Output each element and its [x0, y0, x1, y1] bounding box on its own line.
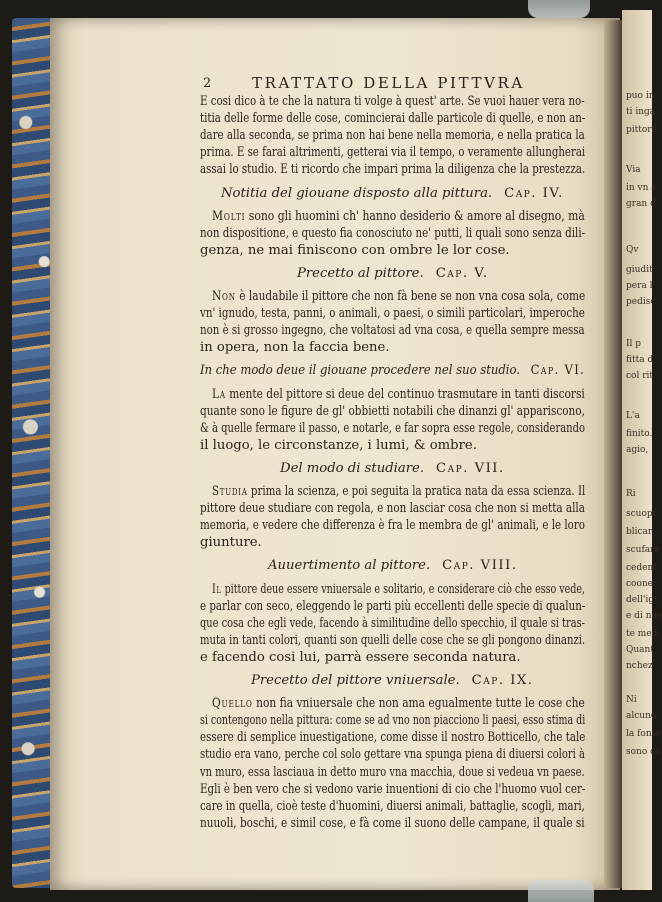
- text-line: [200, 765, 585, 780]
- text-line: [200, 162, 585, 177]
- line-text: e parlar con seco, eleggendo le parti più eccellenti delle specie di qualun-: [200, 598, 586, 614]
- text-line: [200, 421, 585, 436]
- line-text: sono gli huomini ch' hanno desiderio & amore al disegno, mà: [245, 208, 585, 224]
- line-text: pittore deue essere vniuersale e solitario, e considerare ciò che esso vede,: [221, 581, 586, 597]
- line-text: non fia vniuersale che non ama egualmente tutte le cose che: [252, 696, 585, 712]
- chapter-heading: [221, 186, 564, 201]
- chapter-heading: [297, 266, 489, 281]
- line-text: e facendo cosi lui, parrà essere seconda natura.: [200, 649, 521, 665]
- text-line: [200, 633, 585, 648]
- facing-page-fragment: cedent: [626, 563, 657, 573]
- text-line: [200, 323, 585, 338]
- line-text: que cosa che egli vede, facendo à similitudine dello specchio, il quale si tras-: [200, 615, 586, 631]
- chapter-heading: [280, 461, 505, 476]
- facing-page-fragment: alcuno: [626, 711, 657, 721]
- lead-word: Molti: [212, 208, 246, 224]
- text-line: [212, 484, 585, 499]
- text-line: [200, 111, 585, 126]
- facing-page-fragment: puo in: [626, 91, 655, 101]
- line-text: vn' ignudo, testa, panni, o animali, o paesi, o simili particolari, imperoche: [200, 306, 585, 322]
- facing-page-fragment: dell'ig: [626, 595, 654, 605]
- facing-page-fragment: scuopr: [626, 509, 657, 519]
- facing-page-fragment: e di nos: [626, 611, 662, 621]
- facing-page-fragment: Ri: [626, 489, 636, 499]
- facing-page-fragment: finito.: [626, 429, 653, 439]
- text-line: [200, 799, 585, 814]
- text-line: [200, 438, 477, 453]
- line-text: studio era vano, perche col solo gettare vna spunga piena di diuersi colori à: [200, 747, 585, 763]
- chapter-heading: [200, 363, 585, 378]
- text-line: [200, 306, 585, 321]
- text-line: [200, 145, 585, 160]
- text-line: [200, 94, 585, 109]
- line-text: Egli è ben vero che si vedono varie inuentioni di cio che l'huomo vuol cer-: [200, 781, 586, 797]
- chapter-number: Cap. IV.: [504, 185, 564, 201]
- text-line: [200, 501, 585, 516]
- text-line: [200, 782, 585, 797]
- chapter-number: Cap. VII.: [436, 460, 505, 476]
- chapter-title: Notitia del giouane disposto alla pittura.: [221, 185, 493, 201]
- text-line: [200, 340, 390, 355]
- line-text: prima la scienza, e poi seguita la pratica nata da essa scienza. Il: [247, 484, 586, 499]
- chapter-number: Cap. VIII.: [442, 558, 518, 574]
- text-line: [212, 209, 585, 224]
- facing-page-fragment: pittore: [626, 125, 657, 135]
- text-line: [212, 387, 585, 402]
- lead-word: Il: [212, 581, 222, 597]
- line-text: dare alla seconda, se prima non hai bene nella memoria, e nella pratica la: [200, 128, 585, 144]
- line-text: mente del pittore si deue del continuo trasmutare in tanti discorsi: [225, 386, 585, 402]
- line-text: non è si grosso ingegno, che voltatosi ad vna cosa, e quella sempre messa: [200, 323, 585, 339]
- facing-page-fragment: gran d: [626, 199, 656, 209]
- facing-page-fragment: pera l': [626, 281, 655, 291]
- line-text: il luogo, le circonstanze, i lumi, & ombre.: [200, 437, 477, 453]
- line-text: assai lo studio. E ti ricordo che impari prima la diligenza che la prestezza.: [200, 162, 586, 178]
- lead-word: La: [212, 386, 226, 402]
- facing-page-fragment: la fonte: [626, 729, 661, 739]
- chapter-title: Precetto al pittore.: [297, 265, 424, 281]
- text-line: [200, 816, 585, 831]
- facing-page-fragment: scufare: [626, 545, 660, 555]
- lead-word: Studia: [212, 484, 248, 499]
- text-line: [200, 243, 510, 258]
- line-text: in opera, non la faccia bene.: [200, 340, 390, 356]
- line-text: giunture.: [200, 535, 262, 551]
- chapter-title: Precetto del pittore vniuersale.: [251, 673, 460, 688]
- line-text: care in quella, cioè teste d'huomini, diuersi animali, battaglie, scogli, mari,: [200, 798, 585, 814]
- line-text: essere di semplice inuestigatione, come disse il nostro Botticello, che tale: [200, 730, 586, 746]
- facing-page-fragment: fitta d: [626, 355, 654, 365]
- text-line: [200, 650, 521, 665]
- text-line: [200, 226, 585, 241]
- line-text: & à quelle fermare il passo, e notarle, e far sopra esse regole, considerando: [200, 420, 585, 436]
- facing-page-fragment: te med: [626, 629, 658, 639]
- text-line: [212, 696, 585, 711]
- line-text: E cosi dico à te che la natura ti volge à quest' arte. Se vuoi hauer vera no-: [200, 94, 585, 109]
- line-text: non dispositione, e questo fia conosciuto ne' putti, li quali sono senza dili-: [200, 225, 586, 241]
- facing-page-fragment: pedisc: [626, 297, 656, 307]
- facing-page-fragment: giudit: [626, 265, 653, 275]
- line-text: prima. E se farai altrimenti, getterai via il tempo, o veramente allungherai: [200, 145, 586, 161]
- text-line: [212, 582, 585, 597]
- facing-page-fragment: Il p: [626, 339, 642, 349]
- chapter-heading: [251, 673, 534, 688]
- facing-page-fragment: in vn s: [626, 183, 656, 193]
- facing-page-fragment: agio,: [626, 445, 649, 455]
- facing-page-fragment: ti inga: [626, 107, 656, 117]
- running-head: TRATTATO DELLA PITTVRA: [252, 74, 525, 92]
- facing-page-fragment: col rit: [626, 371, 653, 381]
- line-text: vn muro, essa lasciaua in detto muro vna macchia, doue si vedeua vn paese.: [200, 764, 585, 780]
- chapter-heading: [268, 558, 518, 573]
- text-line: [200, 747, 585, 762]
- chapter-title: Del modo di studiare.: [280, 460, 425, 476]
- facing-page-fragment: Qv: [626, 245, 639, 255]
- folio-number: 2: [203, 76, 212, 91]
- text-line: [200, 616, 585, 631]
- facing-page-fragment: Via: [626, 165, 641, 175]
- text-line: [200, 730, 585, 745]
- facing-page-fragment: L'a: [626, 411, 640, 421]
- text-line: [200, 713, 585, 728]
- text-line: [200, 535, 262, 550]
- facing-page-fragment: blicar: [626, 527, 653, 537]
- facing-page-fragment: nchez: [626, 661, 653, 671]
- chapter-number: Cap. VI.: [530, 363, 586, 379]
- line-text: memoria, e vedere che differenza è fra le membra de gl' animali, e le loro: [200, 518, 585, 534]
- facing-page-fragment: Quant: [626, 645, 654, 655]
- lead-word: Quello: [212, 696, 253, 712]
- line-text: nuuoli, boschi, e simil cose, e fà come il suono delle campane, il quale si: [200, 815, 585, 831]
- facing-page-fragment: sono co: [626, 747, 661, 757]
- chapter-title: In che modo deue il giouane procedere nel suo studio.: [200, 363, 521, 379]
- line-text: pittore deue studiare con regola, e non lasciar cosa che non si metta alla: [200, 501, 585, 517]
- line-text: è laudabile il pittore che non fà bene se non vna cosa sola, come: [235, 289, 586, 304]
- text-line: [212, 289, 585, 304]
- lead-word: Non: [212, 289, 236, 304]
- facing-page-fragment: Ni: [626, 695, 637, 705]
- text-line: [200, 128, 585, 143]
- line-text: genza, ne mai finiscono con ombre le lor cose.: [200, 242, 510, 258]
- chapter-number: Cap. V.: [435, 265, 489, 281]
- chapter-number: Cap. IX.: [471, 673, 534, 688]
- line-text: quante sono le figure de gl' obbietti notabili che dinanzi gl' appariscono,: [200, 403, 585, 419]
- text-line: [200, 518, 585, 533]
- line-text: si contengono nella pittura: come se ad vno non piacciono li paesi, esso stima di: [200, 713, 586, 729]
- chapter-title: Auuertimento al pittore.: [268, 558, 431, 574]
- text-line: [200, 404, 585, 419]
- facing-page-fragment: coone: [626, 579, 653, 589]
- line-text: muta in tanti colori, quanti son quelli delle cose che se gli pongono dinanzi.: [200, 632, 586, 648]
- text-line: [200, 599, 585, 614]
- line-text: titia delle forme delle cose, comincierai dalle particole di quelle, e non an-: [200, 111, 586, 127]
